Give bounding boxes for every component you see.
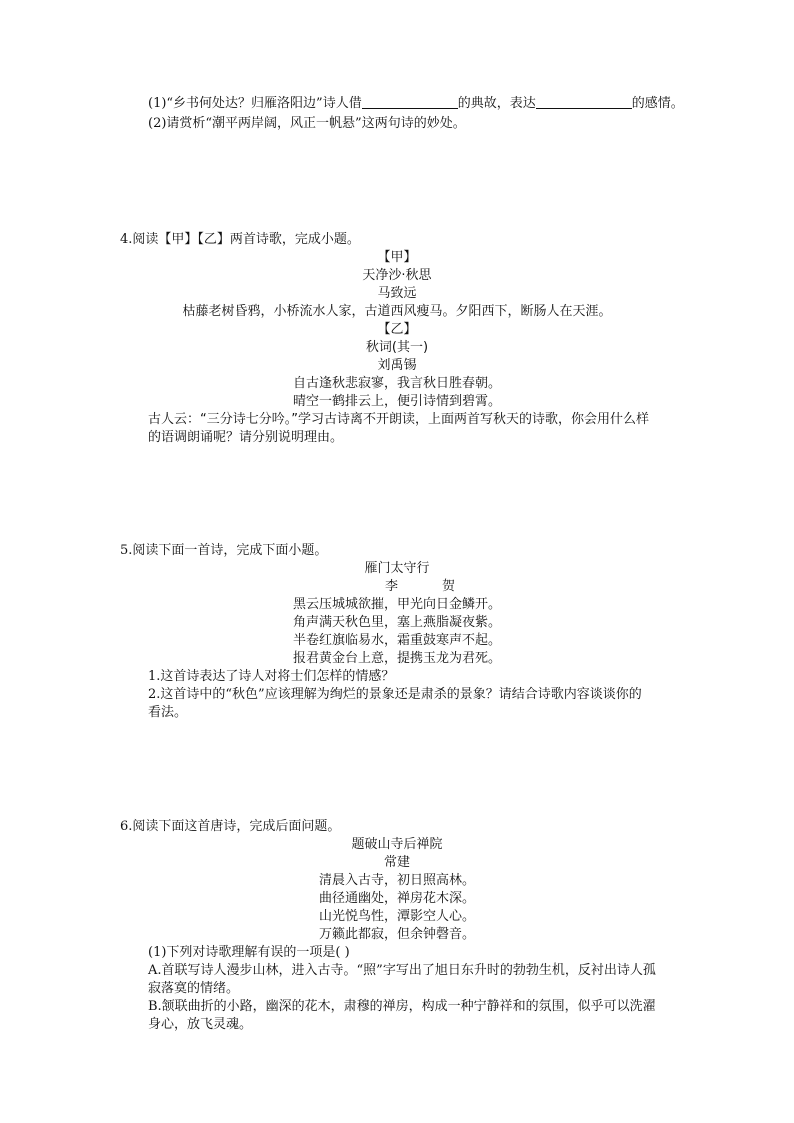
q4-jia-author: 马致远 [377, 286, 417, 301]
q6-option-b-line-1: B.颔联曲折的小路，幽深的花木，肃穆的禅房，构成一种宁静祥和的氛围，似乎可以洗濯 [148, 999, 656, 1014]
q6-author: 常建 [383, 855, 410, 870]
q4-yi-label: 【乙】 [377, 322, 417, 337]
q4-jia-text: 枯藤老树昏鸦，小桥流水人家，古道西风瘦马。夕阳西下，断肠人在天涯。 [182, 304, 612, 319]
q3-sub1-text-3: 的感情。 [631, 96, 684, 111]
q5-author-2: 贺 [442, 579, 456, 594]
q6-poem-line: 山光悦鸟性，潭影空人心。 [318, 909, 475, 924]
q6-option-a-line-1: A.首联写诗人漫步山林，进入古寺。“照”字写出了旭日东升时的勃勃生机，反衬出诗人孤 [148, 963, 656, 978]
q4-question-line-1: 古人云：“三分诗七分吟。”学习古诗离不开朗读，上面两首写秋天的诗歌，你会用什么样 [148, 412, 649, 427]
answer-blank-1[interactable] [362, 96, 458, 109]
q5-poem-line: 角声满天秋色里，塞上燕脂凝夜紫。 [292, 615, 501, 630]
q5-poem-line: 黑云压城城欲摧，甲光向日金鳞开。 [292, 597, 501, 612]
q5-stem: 5.阅读下面一首诗，完成下面小题。 [120, 543, 328, 558]
q5-question-2-line-2: 看法。 [148, 705, 188, 720]
q3-sub1-text-2: 的典故，表达 [457, 96, 536, 111]
q5-question-1: 1.这首诗表达了诗人对将士们怎样的情感？ [148, 669, 395, 684]
q3-sub1-text-1: (1)“乡书何处达？归雁洛阳边”诗人借 [148, 96, 362, 111]
q6-poem-line: 清晨入古寺，初日照高林。 [318, 873, 475, 888]
q5-poem-line: 半卷红旗临易水，霜重鼓寒声不起。 [292, 633, 501, 648]
q4-stem: 4.阅读【甲】【乙】两首诗歌，完成小题。 [120, 232, 360, 247]
q4-yi-line: 晴空一鹤排云上，便引诗情到碧霄。 [292, 394, 501, 409]
answer-blank-2[interactable] [536, 96, 632, 109]
q4-jia-title: 天净沙·秋思 [362, 268, 432, 283]
q3-sub2: (2)请赏析“潮平两岸阔，风正一帆悬”这两句诗的妙处。 [148, 116, 466, 131]
q6-title: 题破山寺后禅院 [351, 837, 443, 852]
q5-question-2-line-1: 2.这首诗中的“秋色”应该理解为绚烂的景象还是肃杀的景象？请结合诗歌内容谈谈你的 [148, 687, 642, 702]
q4-yi-author: 刘禹锡 [377, 358, 417, 373]
q4-jia-label: 【甲】 [377, 250, 417, 265]
q4-yi-line: 自古逢秋悲寂寥，我言秋日胜春朝。 [292, 376, 501, 391]
q5-poem-line: 报君黄金台上意，提携玉龙为君死。 [292, 651, 501, 666]
q6-option-a-line-2: 寂落寞的情绪。 [148, 981, 240, 996]
q6-sub-question-1: (1)下列对诗歌理解有误的一项是( ) [148, 945, 350, 960]
q6-stem: 6.阅读下面这首唐诗，完成后面问题。 [120, 819, 341, 834]
q6-poem-line: 万籁此都寂，但余钟磬音。 [318, 927, 475, 942]
q6-option-b-line-2: 身心，放飞灵魂。 [148, 1017, 253, 1032]
q5-author-1: 李 [385, 579, 399, 594]
q3-sub1 [148, 95, 684, 113]
q4-yi-title: 秋词(其一) [365, 340, 429, 355]
q5-title: 雁门太守行 [364, 561, 430, 576]
q4-question-line-2: 的语调朗诵呢？请分别说明理由。 [148, 430, 344, 445]
q6-poem-line: 曲径通幽处，禅房花木深。 [318, 891, 475, 906]
